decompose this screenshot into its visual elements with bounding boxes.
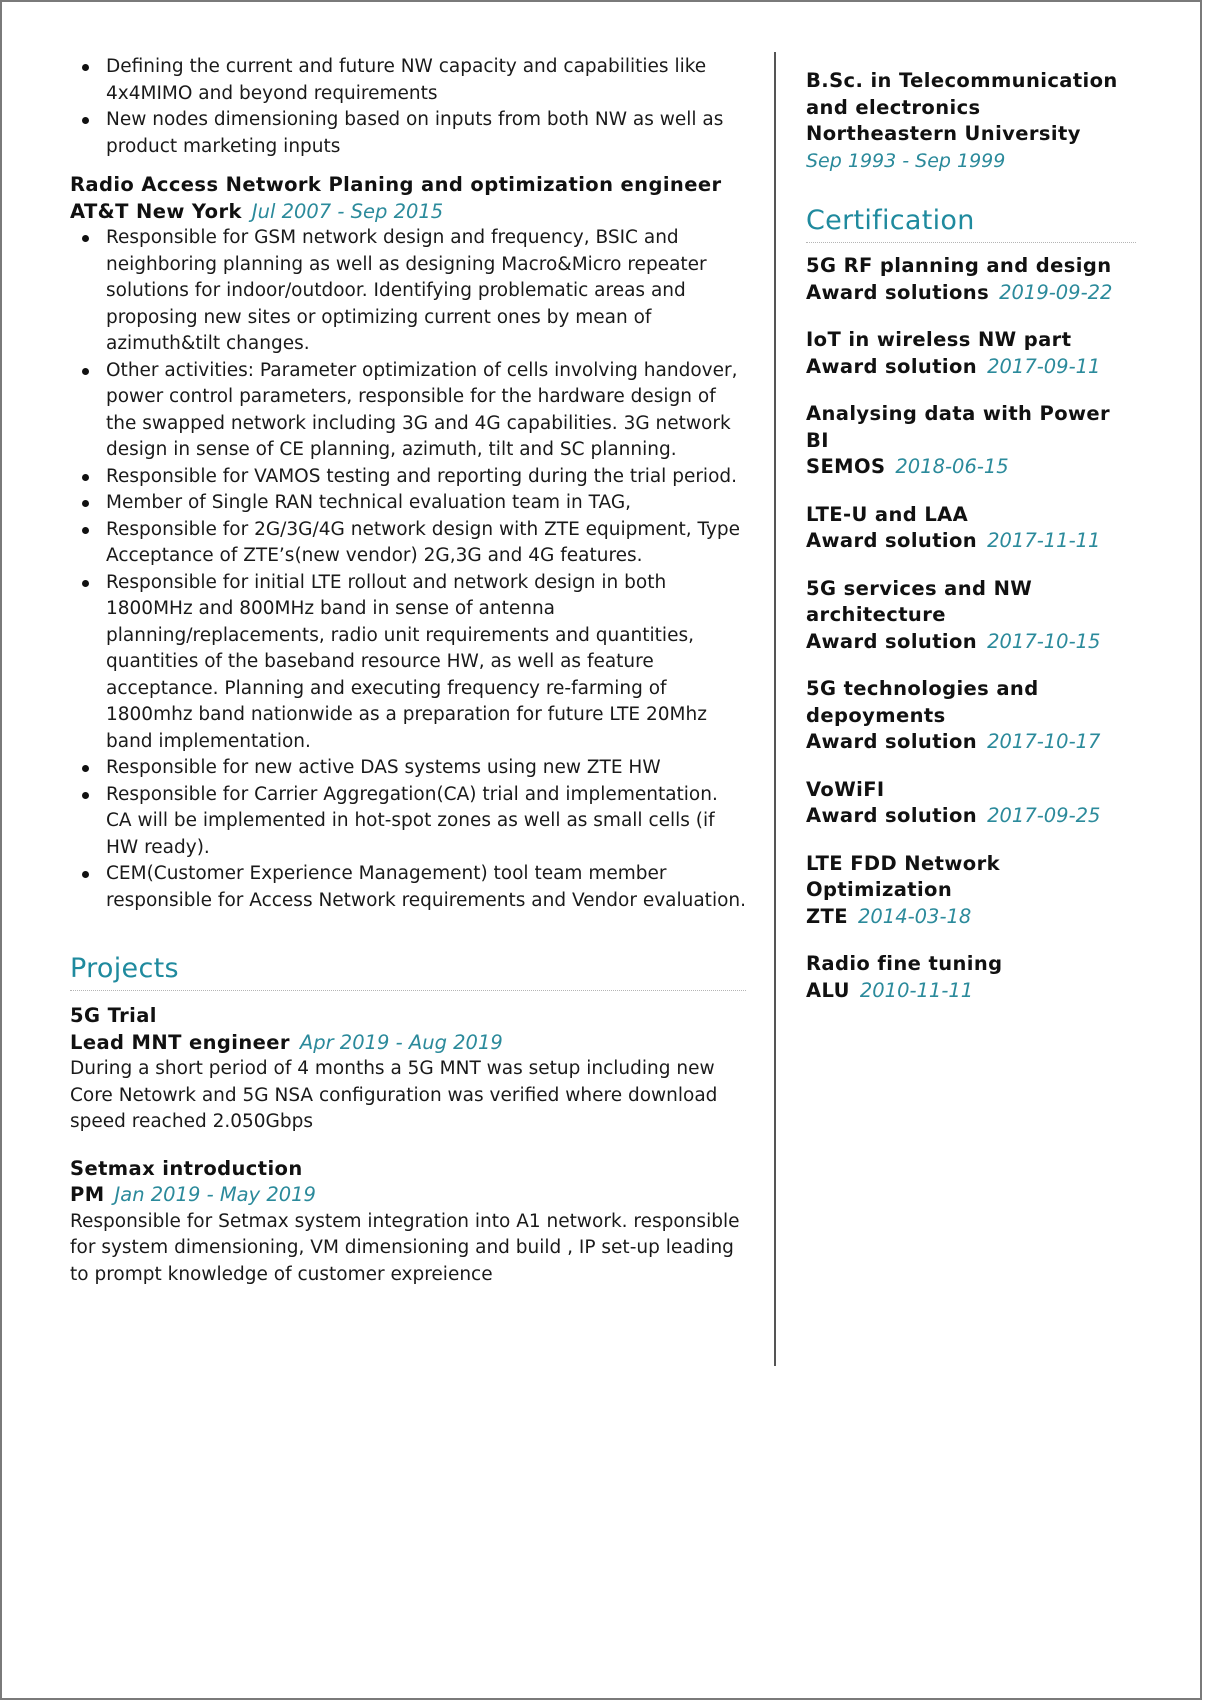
certification-title: 5G technologies and depoyments	[806, 677, 1039, 727]
project-name: Setmax introduction	[70, 1156, 303, 1180]
list-item: New nodes dimensioning based on inputs from both NW as well as product marketing inputs	[70, 107, 746, 160]
certification-entry	[806, 401, 1136, 481]
certification-section	[806, 204, 1136, 1004]
list-item: Member of Single RAN technical evaluation team in TAG,	[70, 490, 746, 517]
certification-date: 2019-09-22	[999, 280, 1113, 304]
certification-title: 5G services and NW architecture	[806, 576, 1033, 626]
job-title: Radio Access Network Planing and optimization engineer	[70, 173, 722, 196]
project-dates: Jan 2019 - May 2019	[114, 1183, 316, 1206]
left-column	[70, 54, 746, 1288]
previous-job-bullets	[70, 54, 746, 160]
project-entry	[70, 1156, 746, 1289]
project-role-line	[70, 1030, 746, 1057]
certification-issuer-line	[806, 528, 1136, 555]
certification-entry	[806, 502, 1136, 555]
certification-title: LTE FDD Network Optimization	[806, 851, 1000, 901]
certification-title: Radio fine tuning	[806, 952, 1003, 975]
certification-issuer: Award solution	[806, 529, 978, 552]
job-entry	[70, 172, 746, 914]
certification-issuer: Award solution	[806, 804, 978, 827]
certification-entry	[806, 676, 1136, 756]
project-description: Responsible for Setmax system integration into A1 network. responsible for system dimensioning, VM dimensioning and build , IP set-up leading to prompt knowledge of customer expreience	[70, 1210, 740, 1285]
certification-issuer: ZTE	[806, 904, 848, 928]
certification-entry	[806, 951, 1136, 1004]
certification-issuer: Award solution	[806, 354, 978, 378]
certification-date: 2017-09-25	[987, 804, 1101, 827]
certification-entry	[806, 576, 1136, 656]
job-bullets	[70, 225, 746, 914]
education-dates: Sep 1993 - Sep 1999	[806, 149, 1006, 172]
certification-title: 5G RF planning and design	[806, 254, 1112, 277]
certification-issuer: ALU	[806, 978, 850, 1002]
certification-entry	[806, 851, 1136, 931]
project-entry	[70, 1003, 746, 1136]
certification-date: 2017-10-15	[987, 629, 1101, 653]
certification-issuer: Award solutions	[806, 280, 990, 304]
certification-issuer: Award solution	[806, 730, 978, 753]
list-item: Responsible for VAMOS testing and reporting during the trial period.	[70, 464, 746, 491]
degree-line-1: B.Sc. in Telecommunication	[806, 69, 1118, 92]
list-item: Other activities: Parameter optimization of cells involving handover, power control parameters, responsible for the hardware design of the swapped network including 3G and 4G capabilities. 3G network design in sense of CE planning, azimuth, tilt and SC planning.	[70, 358, 746, 464]
project-description: During a short period of 4 months a 5G MNT was setup including new Core Netowrk and 5G NSA configuration was verified where download speed reached 2.050Gbps	[70, 1058, 718, 1132]
certification-issuer: Award solution	[806, 629, 978, 653]
certification-date: 2017-09-11	[987, 354, 1101, 378]
list-item: Responsible for new active DAS systems using new ZTE HW	[70, 755, 746, 782]
certification-issuer-line	[806, 978, 1136, 1005]
certification-title: LTE-U and LAA	[806, 502, 969, 526]
list-item: Responsible for GSM network design and frequency, BSIC and neighboring planning as well as designing Macro&Micro repeater solutions for indoor/outdoor. Identifying problematic areas and proposing new sites or optimizing current ones by mean of azimuth&tilt changes.	[70, 225, 746, 358]
project-role: PM	[70, 1183, 105, 1206]
job-company-line	[70, 199, 746, 226]
certification-issuer: SEMOS	[806, 455, 886, 478]
list-item: CEM(Customer Experience Management) tool team member responsible for Access Network requirements and Vendor evaluation.	[70, 861, 746, 914]
certification-issuer-line	[806, 803, 1136, 830]
list-item: Responsible for Carrier Aggregation(CA) trial and implementation. CA will be implemented in hot-spot zones as well as small cells (if HW ready).	[70, 782, 746, 862]
project-dates: Apr 2019 - Aug 2019	[299, 1030, 503, 1054]
education-entry	[806, 68, 1136, 174]
certification-heading: Certification	[806, 204, 1136, 243]
list-item: Defining the current and future NW capacity and capabilities like 4x4MIMO and beyond requirements	[70, 54, 746, 107]
project-name: 5G Trial	[70, 1004, 157, 1027]
certification-title: VoWiFI	[806, 777, 885, 801]
certification-title: IoT in wireless NW part	[806, 328, 1072, 351]
right-column	[806, 68, 1136, 1025]
project-role-line	[70, 1182, 746, 1209]
degree-line-2: and electronics	[806, 95, 981, 119]
list-item: Responsible for initial LTE rollout and network design in both 1800MHz and 800MHz band in sense of antenna planning/replacements, radio unit requirements and quantities, quantities of the baseband resource HW, as well as feature acceptance. Planning and executing frequency re-farming of 1800mhz band nationwide as a preparation for future LTE 20Mhz band implementation.	[70, 570, 746, 756]
certification-date: 2017-11-11	[987, 529, 1101, 552]
certification-issuer-line	[806, 454, 1136, 481]
certification-issuer-line	[806, 729, 1136, 756]
projects-heading: Projects	[70, 952, 746, 991]
certification-date: 2018-06-15	[895, 455, 1009, 478]
certification-entry	[806, 253, 1136, 306]
job-dates: Jul 2007 - Sep 2015	[251, 199, 444, 223]
certification-issuer-line	[806, 354, 1136, 381]
certification-date: 2017-10-17	[987, 730, 1101, 753]
certification-date: 2010-11-11	[859, 978, 974, 1002]
column-divider	[774, 52, 776, 1366]
certification-entry	[806, 327, 1136, 380]
certification-title: Analysing data with Power BI	[806, 402, 1111, 452]
certification-issuer-line	[806, 904, 1136, 931]
project-role: Lead MNT engineer	[70, 1030, 290, 1054]
projects-section	[70, 952, 746, 1288]
certification-date: 2014-03-18	[857, 904, 972, 928]
job-company: AT&T New York	[70, 199, 242, 223]
certification-entry	[806, 777, 1136, 830]
list-item: Responsible for 2G/3G/4G network design with ZTE equipment, Type Acceptance of ZTE’s(new vendor) 2G,3G and 4G features.	[70, 517, 746, 570]
school-name: Northeastern University	[806, 122, 1081, 145]
certification-issuer-line	[806, 629, 1136, 656]
certification-issuer-line	[806, 280, 1136, 307]
